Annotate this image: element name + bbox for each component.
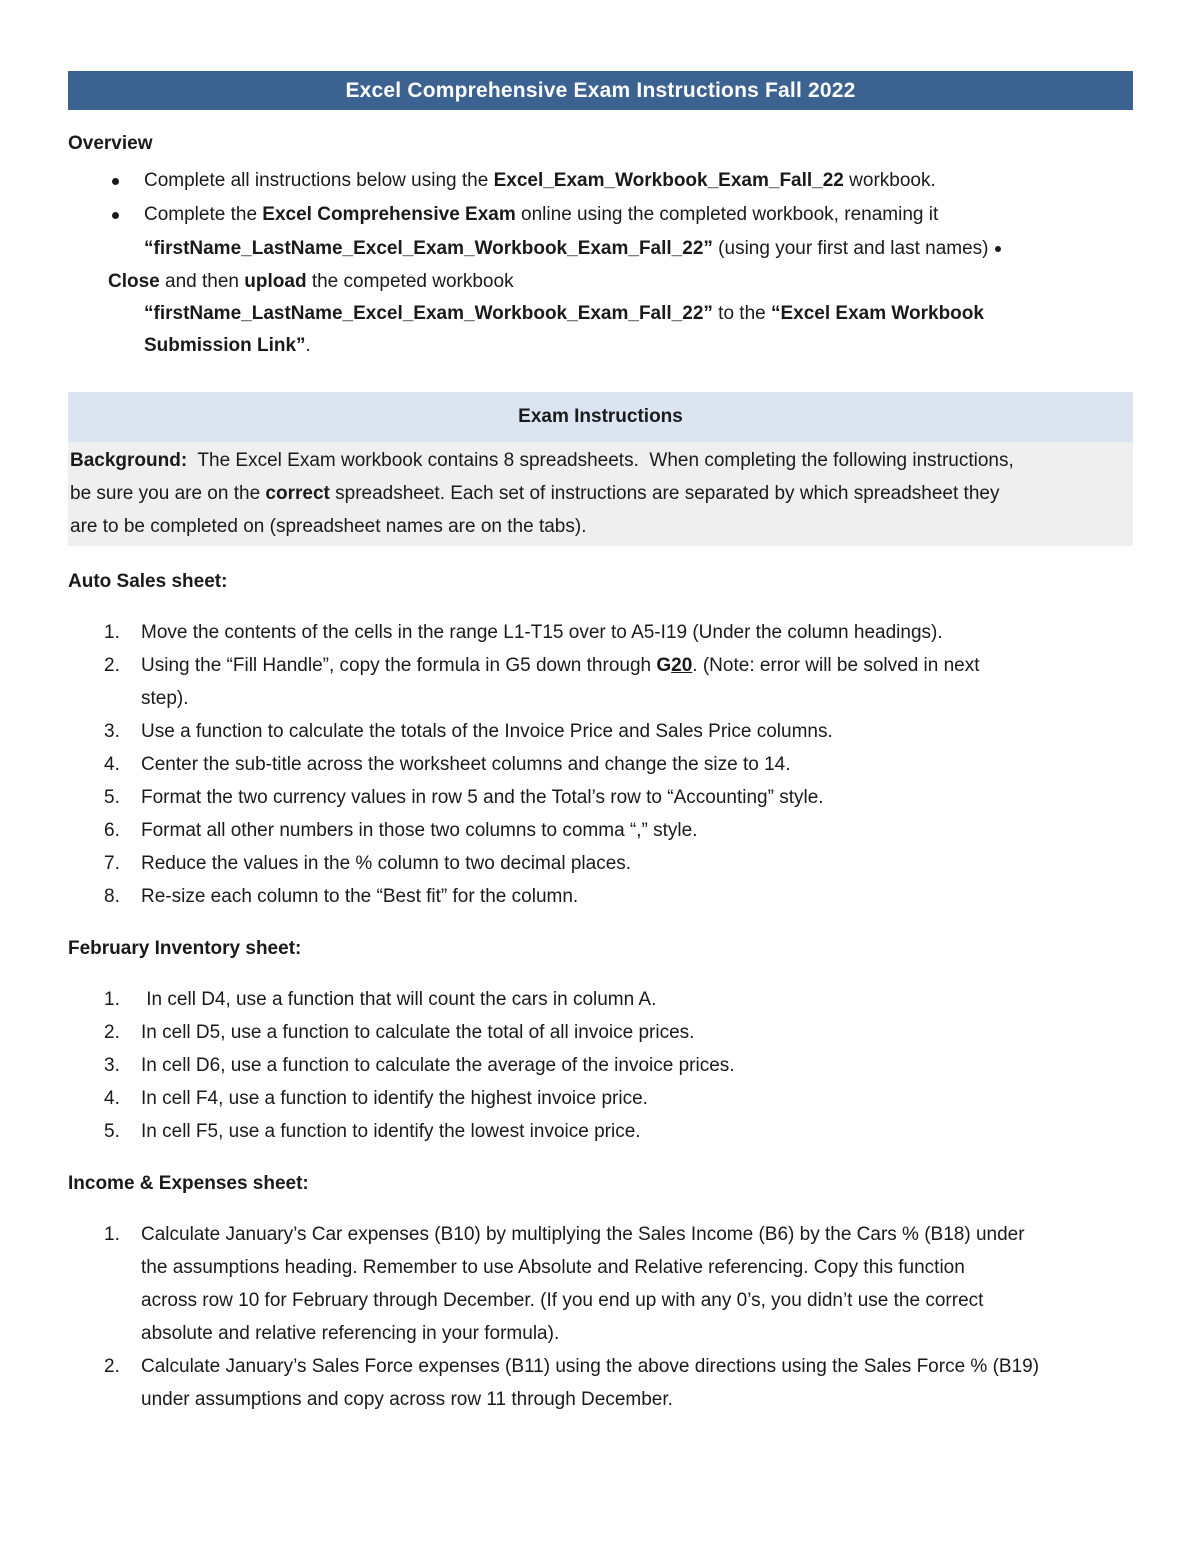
list-item: 5. In cell F5, use a function to identify the lowest invoice price. (104, 1121, 641, 1142)
list-item: 2. In cell D5, use a function to calculate the total of all invoice prices. (104, 1022, 695, 1043)
list-item: 2. Using the “Fill Handle”, copy the formula in G5 down through G20. (Note: error will be solved in next step). (104, 655, 980, 709)
list-item: 6. Format all other numbers in those two columns to comma “,” style. (104, 820, 698, 841)
list-item: 1. In cell D4, use a function that will count the cars in column A. (104, 989, 657, 1010)
list-item: 1. Move the contents of the cells in the range L1-T15 over to A5-I19 (Under the column headings). (104, 622, 943, 643)
list-item: 3. In cell D6, use a function to calculate the average of the invoice prices. (104, 1055, 735, 1076)
background-paragraph: Background: The Excel Exam workbook contains 8 spreadsheets. When completing the following instructions, be sure you are on the correct spreadsheet. Each set of instructions are separated by which spreadsheet they are to be completed on (spreadsheet names are on the tabs). (68, 442, 1133, 546)
overview-bullet-3: Close and then upload the competed workbook (108, 271, 514, 292)
february-inventory-heading: February Inventory sheet: (68, 938, 302, 959)
list-item: 1. Calculate January’s Car expenses (B10) by multiplying the Sales Income (B6) by the Cars % (B18) under the assumptions heading. Remember to use Absolute and Relative referencing. Copy this function across row 10 for February through December. (If you end up with any 0’s, you didn’t use the correct absolute and relative referencing in your formula). (104, 1224, 1025, 1344)
overview-heading: Overview (68, 133, 153, 154)
list-item: 2. Calculate January’s Sales Force expenses (B11) using the above directions using the Sales Force % (B19) under assumptions and copy across row 11 through December. (104, 1356, 1040, 1410)
bullet-icon (112, 212, 119, 219)
income-expenses-list (68, 1218, 1133, 1416)
overview-bullet-1: Complete all instructions below using the Excel_Exam_Workbook_Exam_Fall_22 workbook. (68, 164, 1133, 198)
document-page (68, 71, 1133, 1416)
february-inventory-list (68, 983, 1133, 1148)
auto-sales-list (68, 616, 1133, 913)
bullet-icon (112, 178, 119, 185)
list-item: 5. Format the two currency values in row 5 and the Total’s row to “Accounting” style. (104, 787, 824, 808)
list-item: 3. Use a function to calculate the totals of the Invoice Price and Sales Price columns. (104, 721, 833, 742)
list-item: 8. Re-size each column to the “Best fit” for the column. (104, 886, 579, 907)
list-item: 4. In cell F4, use a function to identify the highest invoice price. (104, 1088, 648, 1109)
auto-sales-heading: Auto Sales sheet: (68, 571, 228, 592)
list-item: 7. Reduce the values in the % column to two decimal places. (104, 853, 632, 874)
overview-bullet-3-cont: “firstName_LastName_Excel_Exam_Workbook_Exam_Fall_22” to the “Excel Exam Workbook Submission Link”. (144, 303, 984, 356)
list-item: 4. Center the sub-title across the worksheet columns and change the size to 14. (104, 754, 791, 775)
income-expenses-heading: Income & Expenses sheet: (68, 1173, 309, 1194)
document-title: Excel Comprehensive Exam Instructions Fall 2022 (68, 71, 1133, 110)
bullet-icon (995, 246, 1001, 252)
exam-instructions-heading: Exam Instructions (68, 392, 1133, 442)
overview-bullet-2: Complete the Excel Comprehensive Exam online using the completed workbook, renaming it “firstName_LastName_Excel_Exam_Workbook_Exam_Fall_22” (using your first and last names) (68, 198, 1133, 266)
